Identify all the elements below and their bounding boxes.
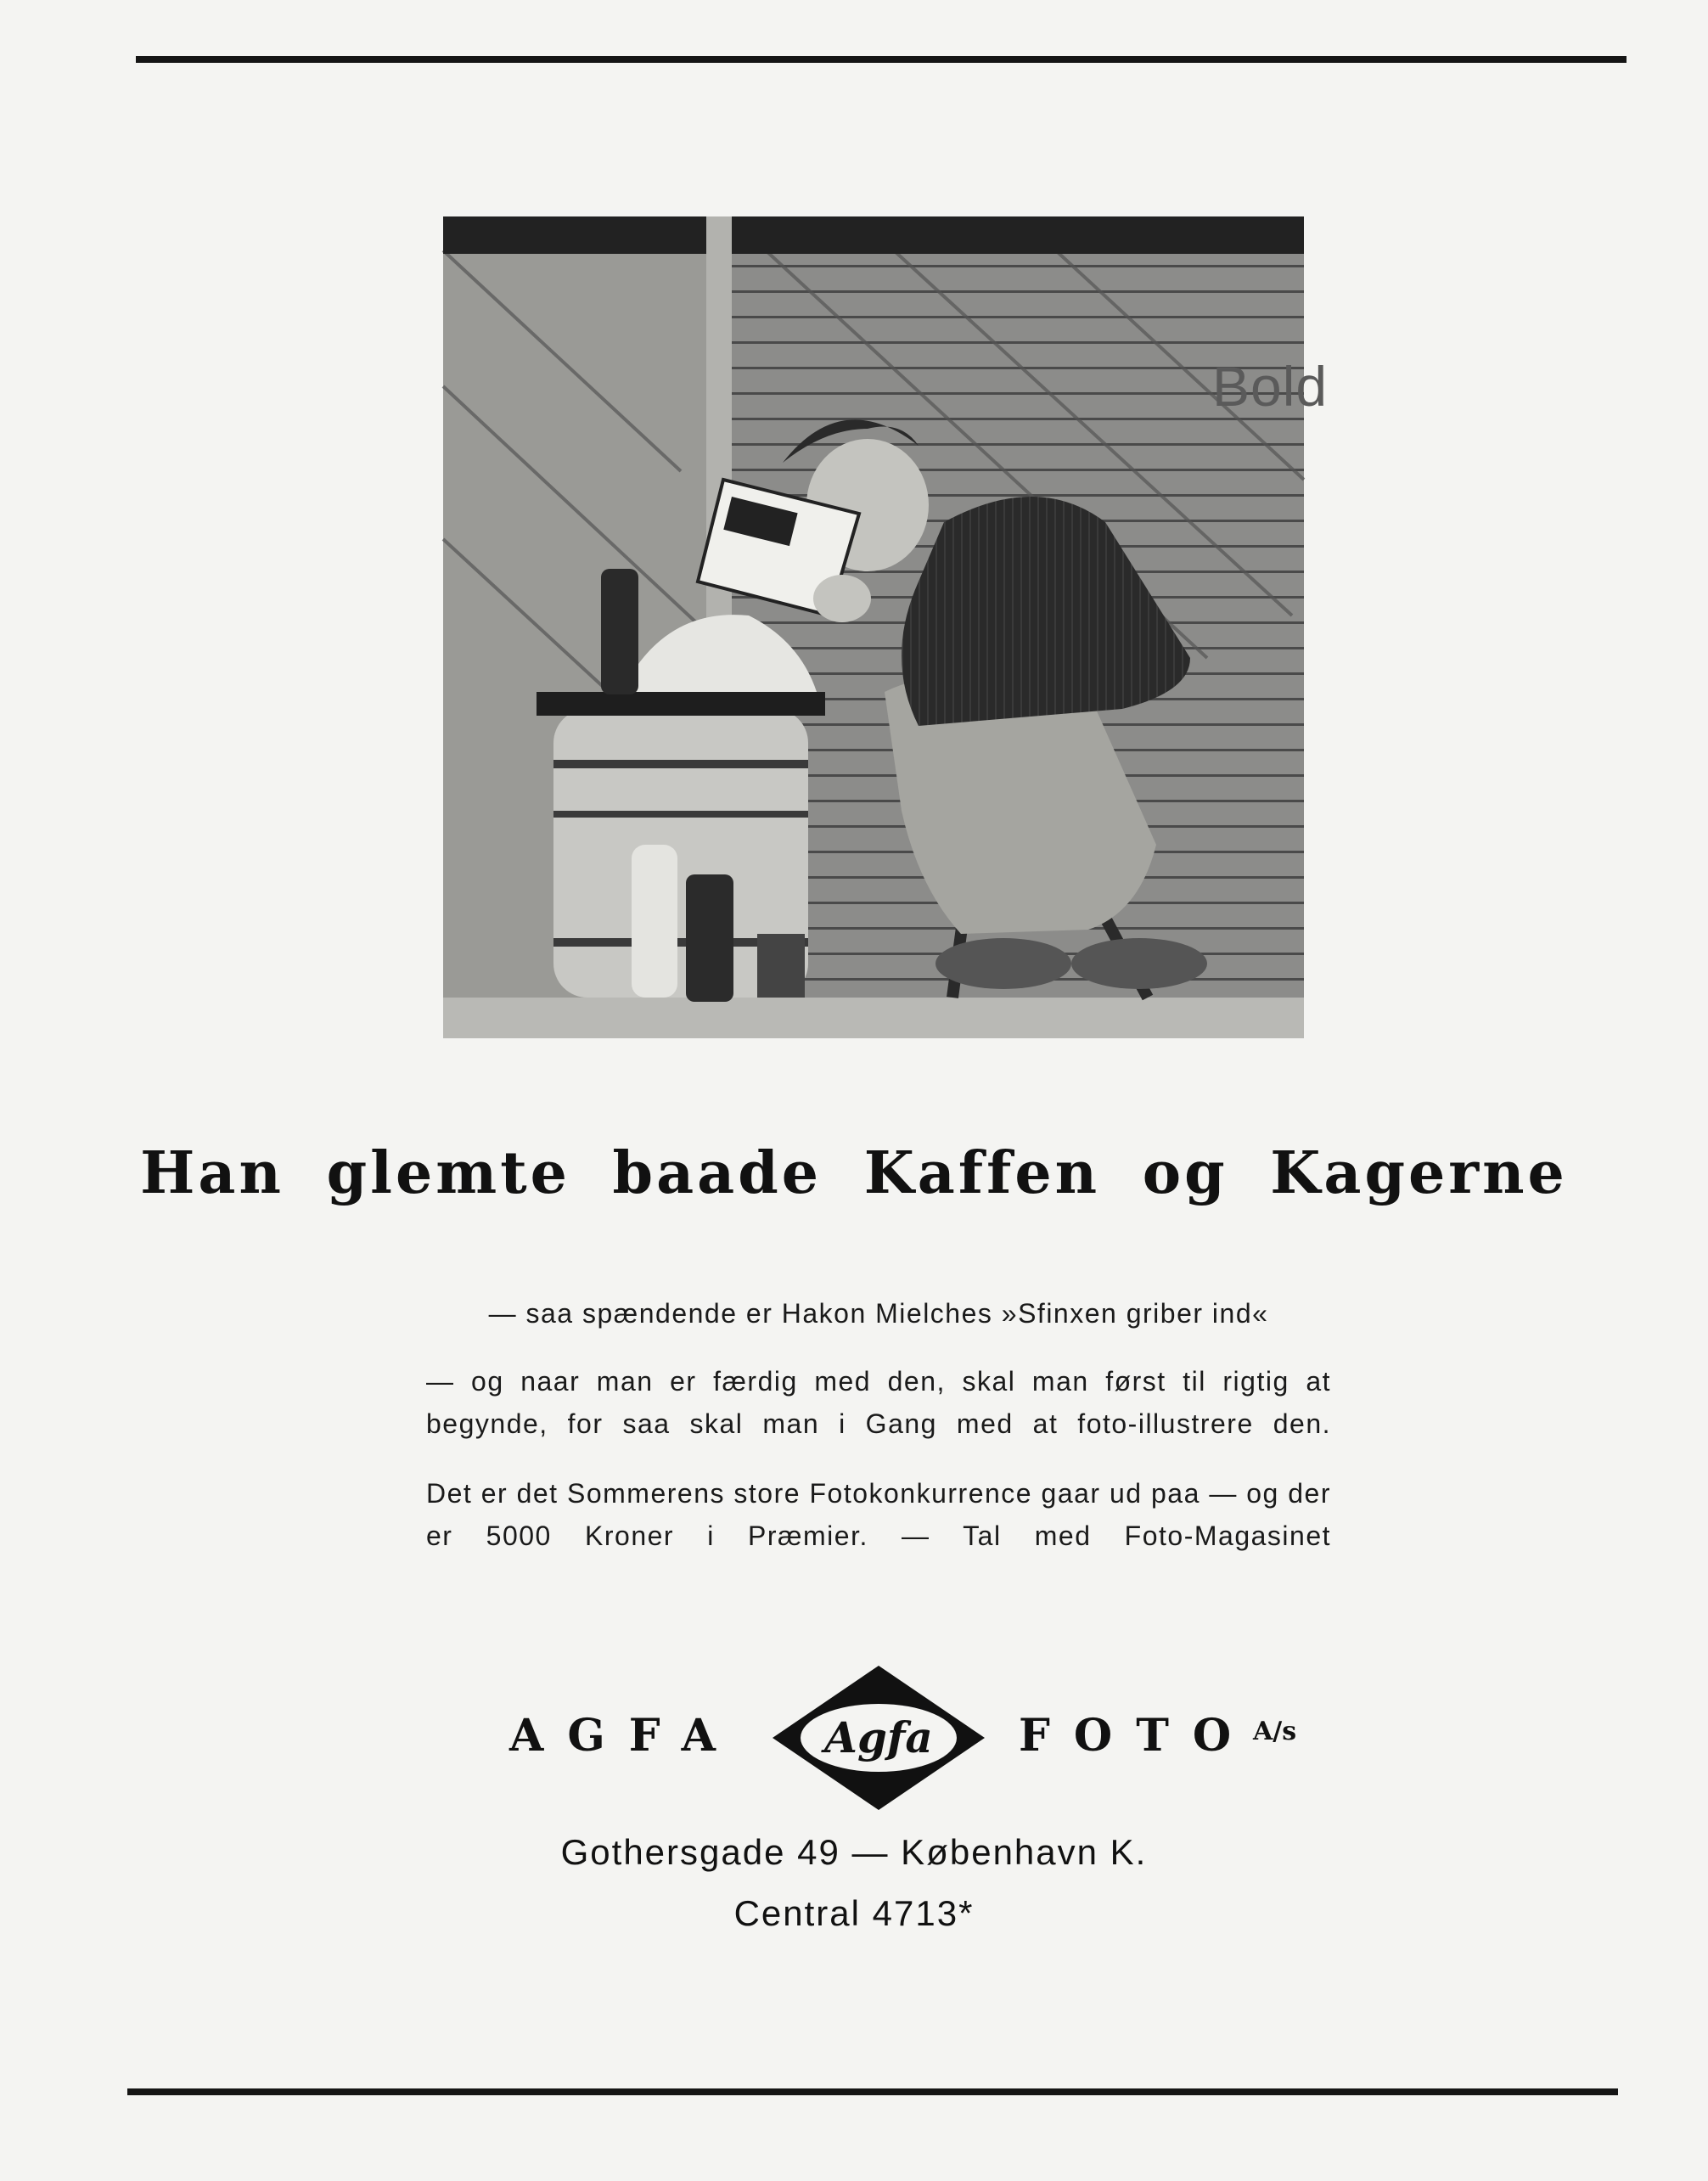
address: Gothersgade 49 — København K. — [560, 1832, 1148, 1872]
brand-suffix: A/s — [1253, 1717, 1297, 1746]
headline: Han glemte baade Kaffen og Kagerne — [140, 1139, 1568, 1207]
photo-illustration — [443, 216, 1304, 1038]
brand-left-word: AGFA — [509, 1710, 739, 1762]
body-paragraph-1: — saa spændende er Hakon Mielches »Sfinxen griber ind« — [488, 1298, 1269, 1329]
agfa-logo-text: Agfa — [824, 1712, 933, 1762]
advertisement-photo — [443, 216, 1329, 1038]
sign-text: Bold — [1212, 355, 1329, 418]
bottom-rule — [127, 2088, 1618, 2095]
top-rule — [136, 56, 1627, 63]
phone-number: Central 4713* — [733, 1893, 975, 1933]
body-paragraph-3: Det er det Sommerens store Fotokonkurrence gaar ud paa — og der er 5000 Kroner i Præmier. — Tal med Foto-Magasinet — [426, 1478, 1331, 1551]
agfa-logo — [773, 1666, 985, 1810]
brand-right-word: FOTO — [1019, 1710, 1256, 1762]
body-paragraph-2: — og naar man er færdig med den, skal man først til rigtig at begynde, for saa skal man i Gang med at foto-illustrere den. — [426, 1366, 1331, 1439]
body-copy — [426, 1292, 1331, 1584]
brand-row — [509, 1666, 1324, 1810]
